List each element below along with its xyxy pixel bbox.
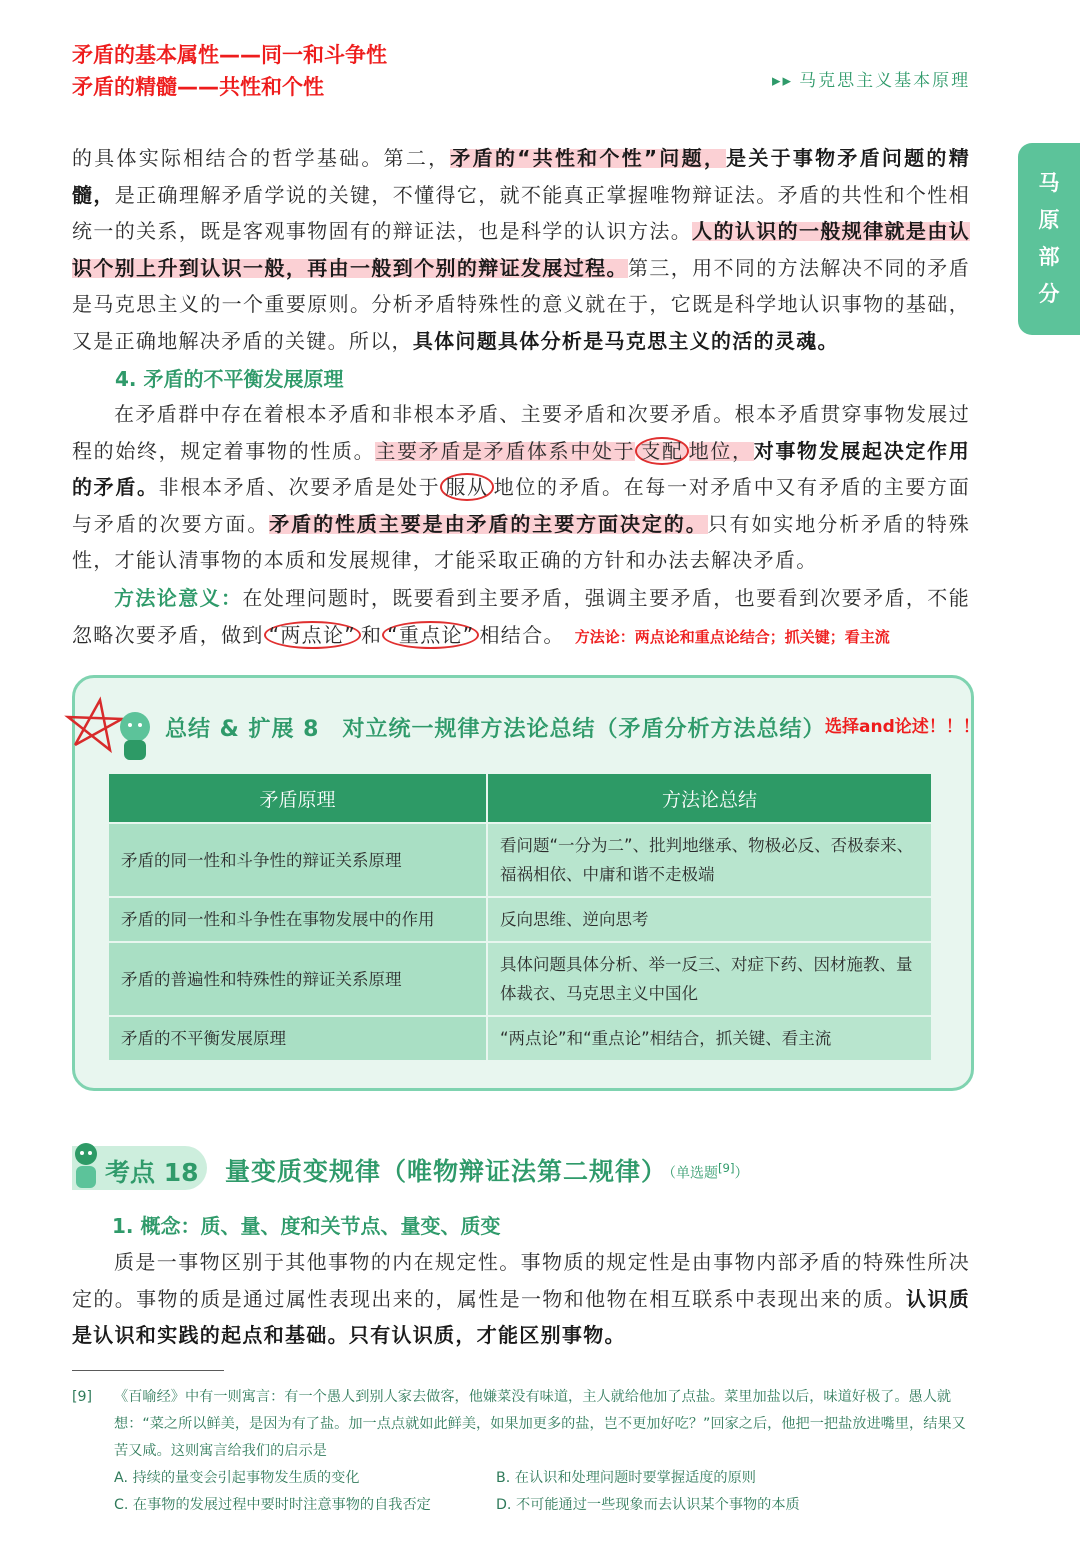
kaodian-tag [662,1161,749,1183]
table-cell: 矛盾的同一性和斗争性的辩证关系原理 [108,823,487,897]
side-tab-char: 分 [1038,282,1060,306]
bold-text: 是关于事物矛盾问题的精髓， [72,146,970,207]
highlight-text: 矛盾的性质主要是由矛盾的主要方面决定的。 [269,511,708,536]
summary-table [107,772,933,1062]
handwritten-note-2: 矛盾的精髓——共性和个性 [72,75,324,99]
chapter-side-tab [1018,143,1080,335]
side-tab-char: 马 [1038,171,1060,195]
circled-text: 支配 [635,437,688,465]
section-heading: 4. 矛盾的不平衡发展原理 [115,367,344,391]
option-b: B. 在认识和处理问题时要掌握适度的原则 [496,1470,756,1486]
handwritten-note-3: 方法论：两点论和重点论结合；抓关键；看主流 [574,627,890,646]
option-a: A. 持续的量变会引起事物发生质的变化 [114,1470,360,1486]
text: 是正确理解矛盾学说的关键，不懂得它，就不能真正掌握唯物辩证法。矛盾的共性和个性相统一的关系，既是客观事物固有的辩证法，也是科学的认识方法。 [72,182,970,244]
handwritten-note-4: 选择and论述！！！ [825,717,980,737]
circled-text: 服从 [440,473,493,501]
tag-text: ） [734,1165,749,1182]
bold-text: 具体问题具体分析是马克思主义的活的灵魂。 [412,328,839,353]
table-cell: “两点论”和“重点论”相结合，抓关键、看主流 [487,1016,932,1061]
column-header: 矛盾原理 [108,773,487,823]
column-header: 方法论总结 [487,773,932,823]
box-title: 总结 & 扩展 8 对立统一规律方法论总结（矛盾分析方法总结） [165,717,826,742]
text: 在处理问题时，既要看到主要矛盾，强调主要矛盾，也要看到次要矛盾，不能忽略次要矛盾，做到 [72,586,970,647]
text: 非根本矛盾、次要矛盾是处于 [158,475,441,500]
table-cell: 矛盾的不平衡发展原理 [108,1016,487,1061]
double-arrow-icon: ▸▸ [772,71,794,91]
bold-text: 认识质是认识和实践的起点和基础。只有认识质，才能区别事物。 [72,1286,971,1348]
paragraph-2 [72,396,970,579]
tag-text: （单选题 [662,1165,718,1182]
highlight-text: 人的认识的一般规律就是由认识个别上升到认识一般，再由一般到个别的辩证发展过程。 [72,219,971,280]
highlight-text: 矛盾的“共性和个性”问题， [450,146,727,170]
table-cell: 矛盾的同一性和斗争性在事物发展中的作用 [108,897,487,942]
table-header-row [108,773,932,823]
highlight-text: 主要矛盾是矛盾体系中处于 [375,438,636,463]
side-tab-char: 原 [1038,208,1060,232]
text: 地位的矛盾。在每一对矛盾中又有矛盾的主要方面与矛盾的次要方面。 [72,475,970,536]
text: 相结合。 [479,622,565,647]
option-c: C. 在事物的发展过程中要时时注意事物的自我否定 [114,1497,431,1513]
mascot-icon [70,1140,102,1192]
table-cell: 看问题“一分为二”、批判地继承、物极必反、否极泰来、福祸相依、中庸和谐不走极端 [487,823,932,897]
option-d: D. 不可能通过一些现象而去认识某个事物的本质 [496,1497,800,1513]
side-tab-char: 部 [1038,245,1060,269]
table-row [108,823,932,897]
paragraph-4 [72,1244,970,1354]
kaodian-title: 量变质变规律（唯物辩证法第二规律） [225,1157,668,1186]
table-cell: 矛盾的普遍性和特殊性的辩证关系原理 [108,942,487,1016]
text: 和 [360,622,383,647]
footnote-text: 《百喻经》中有一则寓言：有一个愚人到别人家去做客，他嫌菜没有味道，主人就给他加了点盐。菜里加盐以后，味道好极了。愚人就想：“菜之所以鲜美，是因为有了盐。加一点点就如此鲜美，如果加更多的盐，岂不更加好吃？”回家之后，他把一把盐放进嘴里，结果又苦又咸。这则寓言给我们的启示是 [114,1389,966,1459]
paragraph-1 [72,140,970,360]
bold-text: 对事物发展起决定作用的矛盾。 [72,438,971,500]
table-row [108,897,932,942]
table-row [108,1016,932,1061]
star-doodle-icon [60,695,160,765]
kaodian-number: 考点 18 [105,1158,199,1187]
text: 的具体实际相结合的哲学基础。第二， [72,146,451,170]
handwritten-note-1: 矛盾的基本属性——同一和斗争性 [72,43,387,67]
concept-heading: 1. 概念：质、量、度和关节点、量变、质变 [112,1214,501,1238]
text: 只有如实地分析矛盾的特殊性，才能认清事物的本质和发展规律，才能采取正确的方针和办法去解决矛盾。 [72,511,970,573]
highlight-text: 地位， [688,438,754,463]
table-cell: 具体问题具体分析、举一反三、对症下药、因材施教、量体裁衣、马克思主义中国化 [487,942,932,1016]
circled-text: “两点论” [264,621,361,649]
methodology-label: 方法论意义： [114,586,243,610]
footnote-ref: [9] [718,1161,735,1175]
paragraph-3 [72,580,970,655]
footnote-divider [72,1370,224,1371]
text: 第三，用不同的方法解决不同的矛盾是马克思主义的一个重要原则。分析矛盾特殊性的意义就在于，它既是科学地认识事物的基础，又是正确地解决矛盾的关键。所以， [72,255,970,353]
text: 质是一事物区别于其他事物的内在规定性。事物质的规定性是由事物内部矛盾的特殊性所决定的。事物的质是通过属性表现出来的，属性是一物和他物在相互联系中表现出来的质。 [72,1250,970,1311]
table-row [108,942,932,1016]
footnote [72,1384,970,1519]
running-header-text: 马克思主义基本原理 [799,71,971,91]
footnote-number: [9] [72,1389,93,1405]
table-cell: 反向思维、逆向思考 [487,897,932,942]
running-header [772,66,970,91]
text: 在矛盾群中存在着根本矛盾和非根本矛盾、主要矛盾和次要矛盾。根本矛盾贯穿事物发展过程的始终，规定着事物的性质。 [72,402,970,463]
circled-text: “重点论” [382,621,479,649]
